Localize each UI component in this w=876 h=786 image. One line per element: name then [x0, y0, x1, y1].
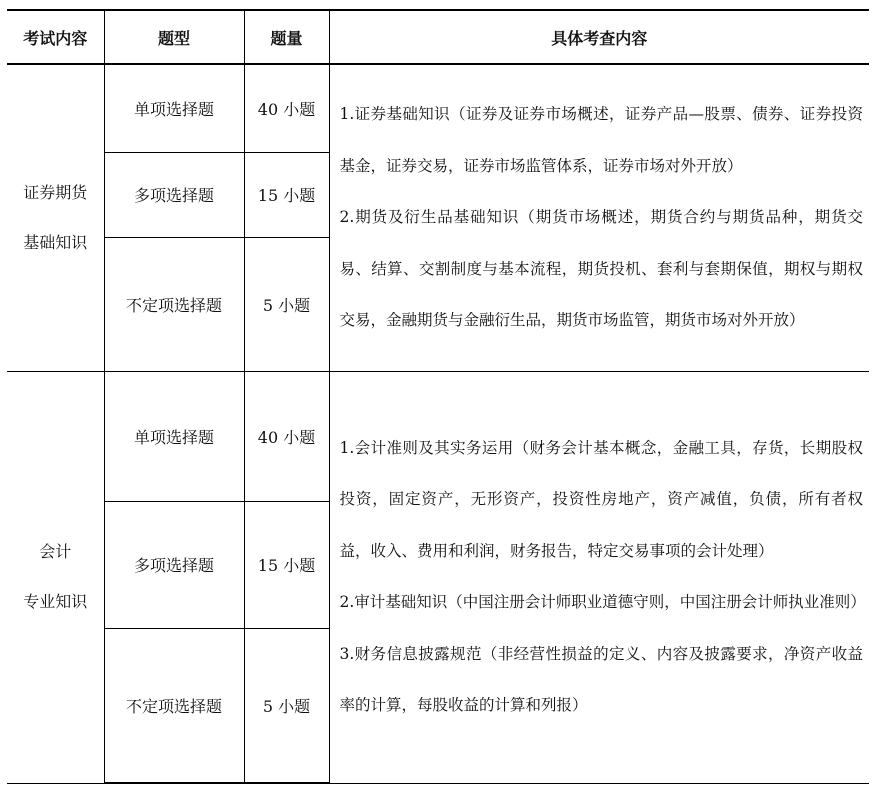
- table-row: [7, 371, 869, 501]
- question-type-cell: 不定项选择题: [104, 628, 244, 783]
- question-count-cell: 5 小题: [244, 628, 329, 783]
- question-type-cell: 多项选择题: [104, 152, 244, 237]
- header-detail-content: 具体考查内容: [329, 10, 869, 64]
- header-exam-content: 考试内容: [7, 10, 104, 64]
- detail-paragraph: 1.会计准则及其实务运用（财务会计基本概念，金融工具，存货，长期股权投资，固定资产，无形资产，投资性房地产，资产减值，负债，所有者权益，收入、费用和利润，财务报告，特定交易事项的会计处理）: [339, 438, 863, 560]
- detail-content-accounting: [329, 371, 869, 783]
- section-name-line: 基础知识: [23, 232, 88, 252]
- question-count-cell: 15 小题: [244, 152, 329, 237]
- question-type-cell: 不定项选择题: [104, 237, 244, 371]
- detail-paragraph: 2.审计基础知识（中国注册会计师职业道德守则，中国注册会计师执业准则）: [339, 593, 866, 611]
- header-row: [7, 10, 869, 64]
- table-row: [7, 64, 869, 152]
- detail-paragraph: 2.期货及衍生品基础知识（期货市场概述，期货合约与期货品种，期货交易、结算、交割制度与基本流程，期货投机、套利与套期保值，期权与期权交易，金融期货与金融衍生品，期货市场监管，期货市场对外开放）: [339, 208, 863, 329]
- section-name-accounting: [7, 371, 104, 783]
- exam-content-table: [7, 9, 869, 784]
- section-name-securities: [7, 64, 104, 371]
- question-count-cell: 15 小题: [244, 501, 329, 628]
- section-name-line: 专业知识: [23, 592, 88, 611]
- section-name-line: 会计: [39, 542, 72, 561]
- question-type-cell: 单项选择题: [104, 64, 244, 152]
- header-question-type: 题型: [104, 10, 244, 64]
- section-name-line: 证券期货: [23, 182, 88, 202]
- question-count-cell: 40 小题: [244, 64, 329, 152]
- detail-paragraph: 1.证券基础知识（证券及证券市场概述，证券产品—股票、债券、证券投资基金，证券交易，证券市场监管体系，证券市场对外开放）: [339, 105, 863, 175]
- question-count-cell: 5 小题: [244, 237, 329, 371]
- question-type-cell: 多项选择题: [104, 501, 244, 628]
- detail-paragraph: 3.财务信息披露规范（非经营性损益的定义、内容及披露要求，净资产收益率的计算，每股收益的计算和列报）: [339, 644, 863, 714]
- question-type-cell: 单项选择题: [104, 371, 244, 501]
- header-question-count: 题量: [244, 10, 329, 64]
- detail-content-securities: [329, 64, 869, 371]
- question-count-cell: 40 小题: [244, 371, 329, 501]
